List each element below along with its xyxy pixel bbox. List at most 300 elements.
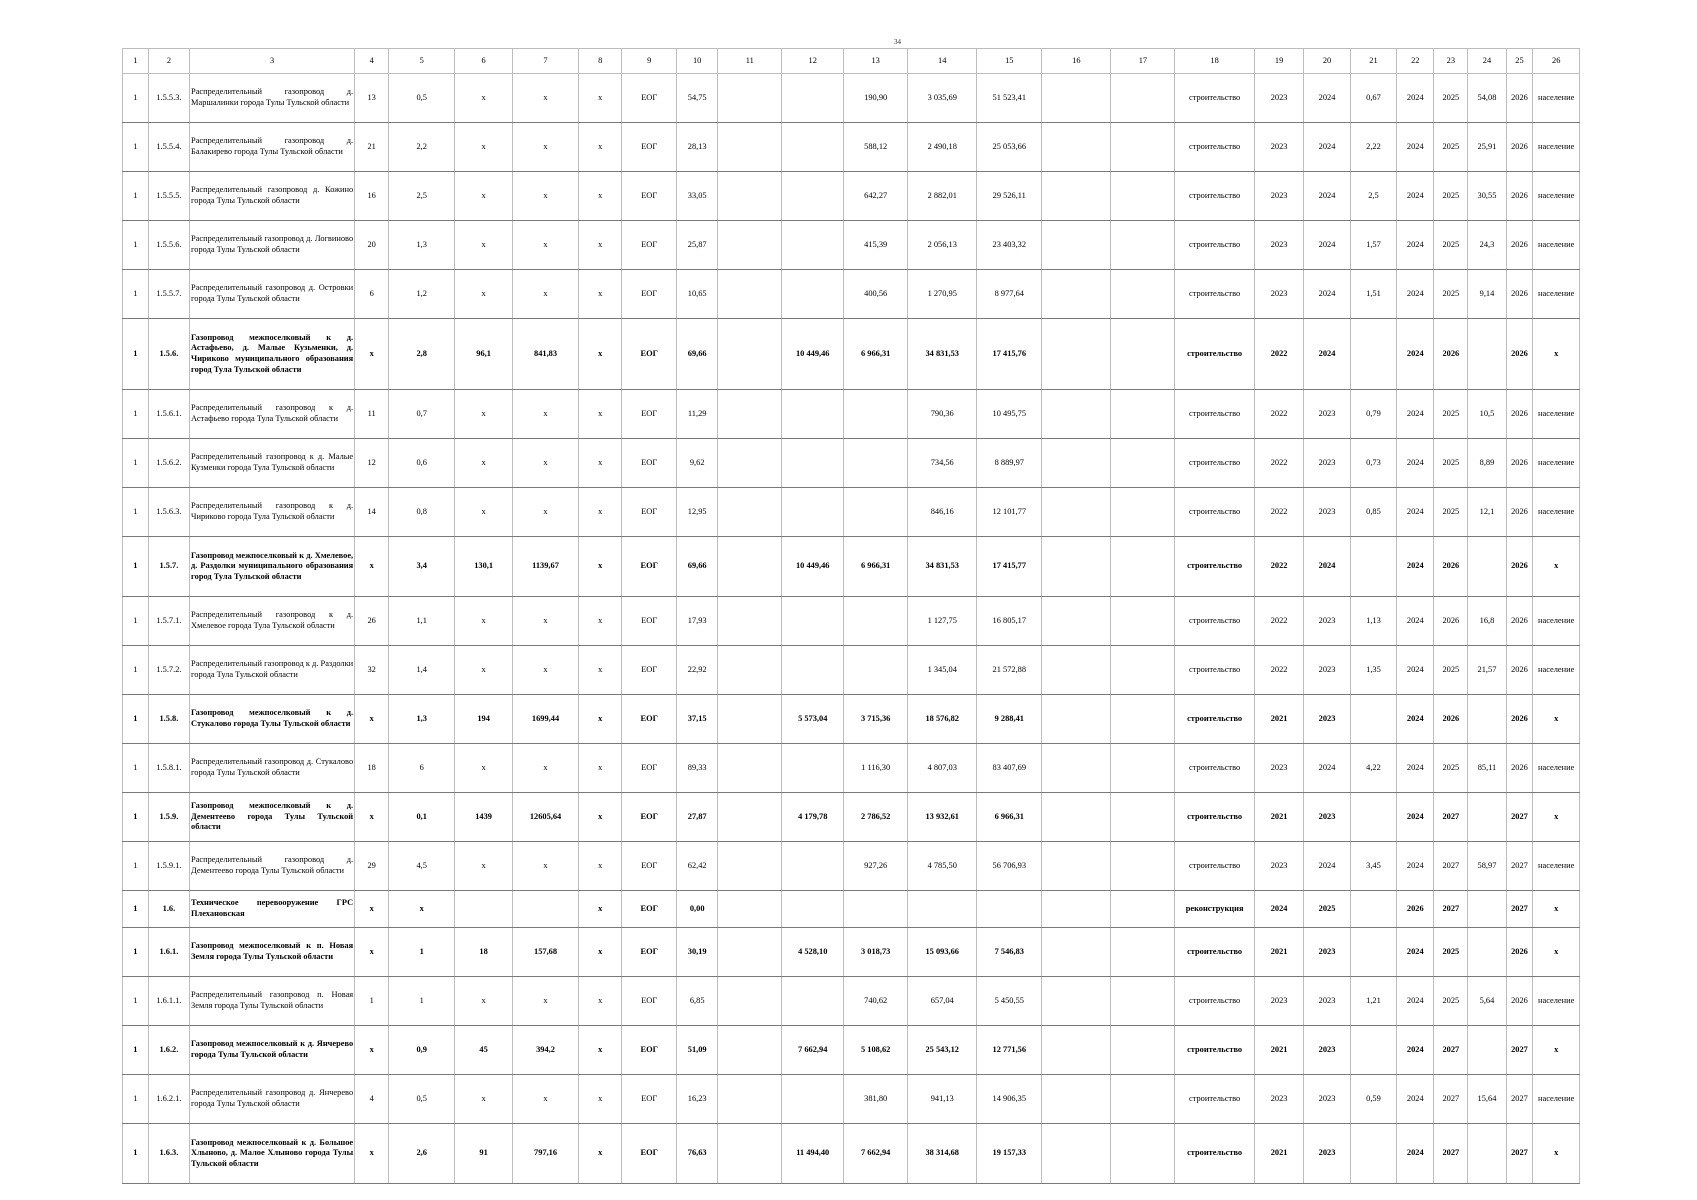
table-cell: 1.5.6. bbox=[148, 319, 189, 390]
table-cell bbox=[1350, 793, 1396, 842]
table-cell: 21 572,88 bbox=[977, 646, 1042, 695]
table-cell: строительство bbox=[1175, 1124, 1254, 1184]
table-cell bbox=[718, 390, 782, 439]
header-cell: 10 bbox=[677, 49, 718, 74]
table-cell: 0,6 bbox=[389, 439, 455, 488]
table-cell: 1 bbox=[123, 74, 149, 123]
table-cell: 11,29 bbox=[677, 390, 718, 439]
table-cell: 2026 bbox=[1506, 744, 1533, 793]
table-cell: 2023 bbox=[1304, 488, 1350, 537]
table-row bbox=[123, 123, 1580, 172]
table-cell bbox=[718, 537, 782, 597]
table-cell bbox=[1042, 488, 1111, 537]
table-cell: ЕОГ bbox=[622, 1124, 677, 1184]
table-cell: 1 bbox=[123, 390, 149, 439]
table-cell: 3 715,36 bbox=[844, 695, 908, 744]
header-cell: 12 bbox=[782, 49, 844, 74]
table-cell bbox=[844, 390, 908, 439]
table-cell: 2027 bbox=[1434, 842, 1468, 891]
table-cell: 3,4 bbox=[389, 537, 455, 597]
table-row bbox=[123, 172, 1580, 221]
table-cell: 1.5.8.1. bbox=[148, 744, 189, 793]
table-cell: 6,85 bbox=[677, 977, 718, 1026]
table-cell: строительство bbox=[1175, 793, 1254, 842]
table-cell: 1.5.9. bbox=[148, 793, 189, 842]
table-cell: население bbox=[1533, 842, 1580, 891]
table-cell: строительство bbox=[1175, 74, 1254, 123]
table-cell: 2024 bbox=[1397, 1026, 1434, 1075]
table-cell: 16 bbox=[355, 172, 389, 221]
table-cell: 2023 bbox=[1304, 597, 1350, 646]
table-cell: х bbox=[579, 270, 622, 319]
table-cell: 2026 bbox=[1506, 172, 1533, 221]
page-number: 34 bbox=[894, 38, 901, 46]
table-row bbox=[123, 1026, 1580, 1075]
header-cell: 6 bbox=[455, 49, 513, 74]
table-cell: 2022 bbox=[1254, 646, 1304, 695]
table-cell: 415,39 bbox=[844, 221, 908, 270]
table-cell bbox=[718, 123, 782, 172]
table-cell: х bbox=[455, 172, 513, 221]
table-cell: 2024 bbox=[1304, 537, 1350, 597]
header-cell: 1 bbox=[123, 49, 149, 74]
table-cell: х bbox=[579, 695, 622, 744]
table-cell bbox=[1042, 270, 1111, 319]
header-cell: 20 bbox=[1304, 49, 1350, 74]
table-cell: х bbox=[579, 74, 622, 123]
table-cell: 1 bbox=[123, 842, 149, 891]
table-cell: 1 bbox=[123, 439, 149, 488]
table-row bbox=[123, 319, 1580, 390]
table-cell bbox=[1350, 319, 1396, 390]
table-row bbox=[123, 270, 1580, 319]
table-cell: 1.5.5.4. bbox=[148, 123, 189, 172]
table-cell: 1,57 bbox=[1350, 221, 1396, 270]
table-cell: 38 314,68 bbox=[908, 1124, 977, 1184]
table-cell: 2021 bbox=[1254, 1026, 1304, 1075]
table-cell: население bbox=[1533, 221, 1580, 270]
table-cell: 15 093,66 bbox=[908, 928, 977, 977]
table-cell: 21 bbox=[355, 123, 389, 172]
table-cell: 69,66 bbox=[677, 319, 718, 390]
table-cell bbox=[782, 646, 844, 695]
table-cell bbox=[844, 488, 908, 537]
table-cell: х bbox=[355, 1124, 389, 1184]
table-cell: 190,90 bbox=[844, 74, 908, 123]
table-cell: 0,67 bbox=[1350, 74, 1396, 123]
table-cell: 12 bbox=[355, 439, 389, 488]
table-cell bbox=[1350, 1124, 1396, 1184]
table-cell: 10 449,46 bbox=[782, 319, 844, 390]
table-cell: строительство bbox=[1175, 488, 1254, 537]
table-cell: ЕОГ bbox=[622, 646, 677, 695]
table-cell: 2023 bbox=[1254, 123, 1304, 172]
table-cell: 1,4 bbox=[389, 646, 455, 695]
table-cell: х bbox=[1533, 319, 1580, 390]
table-cell bbox=[1042, 597, 1111, 646]
table-cell: население bbox=[1533, 172, 1580, 221]
table-cell: 0,79 bbox=[1350, 390, 1396, 439]
table-cell: 2021 bbox=[1254, 793, 1304, 842]
table-cell: х bbox=[455, 842, 513, 891]
table-cell: строительство bbox=[1175, 646, 1254, 695]
table-cell: х bbox=[579, 123, 622, 172]
table-cell: 2,5 bbox=[1350, 172, 1396, 221]
table-cell bbox=[718, 744, 782, 793]
table-cell bbox=[1468, 928, 1506, 977]
table-cell bbox=[1042, 744, 1111, 793]
table-cell: х bbox=[355, 1026, 389, 1075]
table-cell: 13 bbox=[355, 74, 389, 123]
table-cell: 2023 bbox=[1254, 221, 1304, 270]
table-cell: х bbox=[355, 891, 389, 928]
table-cell: х bbox=[455, 123, 513, 172]
table-cell: 657,04 bbox=[908, 977, 977, 1026]
table-cell: 91 bbox=[455, 1124, 513, 1184]
table-cell: 3 035,69 bbox=[908, 74, 977, 123]
table-cell: 2023 bbox=[1304, 793, 1350, 842]
table-cell: 25 053,66 bbox=[977, 123, 1042, 172]
table-cell: 1,1 bbox=[389, 597, 455, 646]
table-cell: 2024 bbox=[1397, 1124, 1434, 1184]
table-cell bbox=[718, 646, 782, 695]
table-cell: х bbox=[355, 695, 389, 744]
table-cell: 2026 bbox=[1506, 319, 1533, 390]
table-cell: 2024 bbox=[1397, 744, 1434, 793]
table-cell: 3,45 bbox=[1350, 842, 1396, 891]
table-cell bbox=[1042, 891, 1111, 928]
table-cell: х bbox=[579, 928, 622, 977]
table-cell bbox=[1042, 221, 1111, 270]
header-cell: 15 bbox=[977, 49, 1042, 74]
table-cell: 51 523,41 bbox=[977, 74, 1042, 123]
table-cell: 25,87 bbox=[677, 221, 718, 270]
table-cell: 2027 bbox=[1506, 842, 1533, 891]
table-cell: 2,8 bbox=[389, 319, 455, 390]
table-cell bbox=[1111, 488, 1175, 537]
table-cell: 22,92 bbox=[677, 646, 718, 695]
table-cell bbox=[718, 977, 782, 1026]
table-row bbox=[123, 537, 1580, 597]
table-row bbox=[123, 221, 1580, 270]
table-cell: 2025 bbox=[1434, 221, 1468, 270]
table-cell: 2024 bbox=[1397, 221, 1434, 270]
table-row bbox=[123, 1075, 1580, 1124]
table-cell: 14 bbox=[355, 488, 389, 537]
table-cell: 2023 bbox=[1304, 1026, 1350, 1075]
table-cell: 1 bbox=[355, 977, 389, 1026]
table-cell bbox=[1042, 928, 1111, 977]
table-cell: 2021 bbox=[1254, 695, 1304, 744]
table-row bbox=[123, 977, 1580, 1026]
table-cell: строительство bbox=[1175, 390, 1254, 439]
table-cell: 2026 bbox=[1506, 123, 1533, 172]
table-cell: ЕОГ bbox=[622, 842, 677, 891]
table-cell: 1.5.6.1. bbox=[148, 390, 189, 439]
table-cell: 1699,44 bbox=[513, 695, 579, 744]
table-cell: 2026 bbox=[1506, 695, 1533, 744]
table-cell: 2024 bbox=[1304, 319, 1350, 390]
table-cell: ЕОГ bbox=[622, 488, 677, 537]
table-cell: 1 bbox=[123, 1124, 149, 1184]
table-cell: ЕОГ bbox=[622, 928, 677, 977]
table-cell: х bbox=[1533, 891, 1580, 928]
table-cell: 51,09 bbox=[677, 1026, 718, 1075]
table-cell: 2023 bbox=[1304, 439, 1350, 488]
table-cell bbox=[908, 891, 977, 928]
table-cell: 1.5.5.3. bbox=[148, 74, 189, 123]
table-cell: х bbox=[579, 891, 622, 928]
table-cell: 2023 bbox=[1304, 695, 1350, 744]
table-cell: 12 101,77 bbox=[977, 488, 1042, 537]
table-cell bbox=[718, 928, 782, 977]
table-cell: 2022 bbox=[1254, 319, 1304, 390]
table-cell: 0,73 bbox=[1350, 439, 1396, 488]
table-cell: население bbox=[1533, 597, 1580, 646]
table-cell: 2024 bbox=[1397, 74, 1434, 123]
table-cell: х bbox=[513, 488, 579, 537]
table-cell: 34 831,53 bbox=[908, 319, 977, 390]
table-cell: 1 116,30 bbox=[844, 744, 908, 793]
table-cell: 1 bbox=[123, 172, 149, 221]
table-cell: х bbox=[579, 744, 622, 793]
table-cell: 1 bbox=[123, 928, 149, 977]
table-cell: 2024 bbox=[1397, 270, 1434, 319]
table-cell: 0,9 bbox=[389, 1026, 455, 1075]
table-cell: х bbox=[513, 390, 579, 439]
table-cell: 2025 bbox=[1434, 390, 1468, 439]
table-cell: 29 526,11 bbox=[977, 172, 1042, 221]
table-cell: 5,64 bbox=[1468, 977, 1506, 1026]
table-cell: х bbox=[579, 172, 622, 221]
table-cell bbox=[718, 319, 782, 390]
table-cell: 2025 bbox=[1434, 488, 1468, 537]
table-cell: х bbox=[513, 842, 579, 891]
table-row bbox=[123, 842, 1580, 891]
table-cell: 2026 bbox=[1506, 977, 1533, 1026]
table-cell bbox=[455, 891, 513, 928]
table-cell: 0,59 bbox=[1350, 1075, 1396, 1124]
table-cell: х bbox=[1533, 695, 1580, 744]
table-cell: 2024 bbox=[1304, 221, 1350, 270]
object-name-cell: Распределительный газопровод к д. Раздолки города Тула Тульской области bbox=[190, 646, 355, 695]
header-cell: 24 bbox=[1468, 49, 1506, 74]
table-cell bbox=[1042, 74, 1111, 123]
object-name-cell: Распределительный газопровод д. Кожино города Тулы Тульской области bbox=[190, 172, 355, 221]
table-cell: 1 bbox=[123, 221, 149, 270]
table-cell bbox=[782, 1075, 844, 1124]
table-cell: х bbox=[455, 646, 513, 695]
table-cell bbox=[782, 172, 844, 221]
table-cell: 797,16 bbox=[513, 1124, 579, 1184]
table-cell: 2024 bbox=[1304, 74, 1350, 123]
table-cell bbox=[1111, 1124, 1175, 1184]
table-cell: 16,23 bbox=[677, 1075, 718, 1124]
table-cell: 2025 bbox=[1434, 74, 1468, 123]
header-cell: 17 bbox=[1111, 49, 1175, 74]
table-cell: ЕОГ bbox=[622, 537, 677, 597]
object-name-cell: Газопровод межпоселковый к д. Дементеево города Тулы Тульской области bbox=[190, 793, 355, 842]
table-cell bbox=[1042, 1124, 1111, 1184]
object-name-cell: Распределительный газопровод к д. Чириково города Тула Тульской области bbox=[190, 488, 355, 537]
table-cell: 2024 bbox=[1397, 537, 1434, 597]
table-cell: 2023 bbox=[1304, 977, 1350, 1026]
table-cell: 8 889,97 bbox=[977, 439, 1042, 488]
object-name-cell: Распределительный газопровод к д. Хмелевое города Тула Тульской области bbox=[190, 597, 355, 646]
table-cell: 2026 bbox=[1506, 439, 1533, 488]
table-cell: 2024 bbox=[1397, 172, 1434, 221]
table-cell: х bbox=[355, 537, 389, 597]
table-cell bbox=[1042, 793, 1111, 842]
table-cell: 85,11 bbox=[1468, 744, 1506, 793]
table-cell: 1 bbox=[123, 488, 149, 537]
table-cell: ЕОГ bbox=[622, 793, 677, 842]
table-cell: строительство bbox=[1175, 319, 1254, 390]
table-cell: 846,16 bbox=[908, 488, 977, 537]
table-cell: 394,2 bbox=[513, 1026, 579, 1075]
table-cell: ЕОГ bbox=[622, 695, 677, 744]
table-cell: 0,5 bbox=[389, 74, 455, 123]
header-cell: 3 bbox=[190, 49, 355, 74]
table-cell: 30,19 bbox=[677, 928, 718, 977]
table-cell bbox=[782, 439, 844, 488]
table-cell: х bbox=[455, 221, 513, 270]
table-cell: 2026 bbox=[1506, 390, 1533, 439]
table-cell: 2 490,18 bbox=[908, 123, 977, 172]
table-cell: 588,12 bbox=[844, 123, 908, 172]
table-cell: 0,5 bbox=[389, 1075, 455, 1124]
table-cell: 2027 bbox=[1506, 1026, 1533, 1075]
table-cell: 2024 bbox=[1254, 891, 1304, 928]
table-cell: 0,00 bbox=[677, 891, 718, 928]
table-cell bbox=[1111, 695, 1175, 744]
object-name-cell: Газопровод межпоселковый к д. Хмелевое, д. Раздолки муниципального образования город Тула Тульской области bbox=[190, 537, 355, 597]
table-cell bbox=[1042, 319, 1111, 390]
header-cell: 11 bbox=[718, 49, 782, 74]
table-cell: 19 157,33 bbox=[977, 1124, 1042, 1184]
table-cell: 9,14 bbox=[1468, 270, 1506, 319]
table-cell: 734,56 bbox=[908, 439, 977, 488]
table-cell bbox=[718, 1124, 782, 1184]
table-cell: 2025 bbox=[1304, 891, 1350, 928]
table-cell bbox=[718, 842, 782, 891]
table-cell: 2 882,01 bbox=[908, 172, 977, 221]
table-cell: 20 bbox=[355, 221, 389, 270]
table-cell: строительство bbox=[1175, 221, 1254, 270]
table-cell bbox=[1111, 172, 1175, 221]
table-cell: население bbox=[1533, 270, 1580, 319]
table-cell: ЕОГ bbox=[622, 977, 677, 1026]
table-row bbox=[123, 695, 1580, 744]
table-cell: строительство bbox=[1175, 270, 1254, 319]
table-cell bbox=[718, 172, 782, 221]
table-cell: 381,80 bbox=[844, 1075, 908, 1124]
table-cell: 5 450,55 bbox=[977, 977, 1042, 1026]
table-cell: 1.5.7.2. bbox=[148, 646, 189, 695]
object-name-cell: Газопровод межпоселковый к д. Большое Хлыново, д. Малое Хлыново города Тулы Тульской области bbox=[190, 1124, 355, 1184]
table-cell: 2026 bbox=[1506, 646, 1533, 695]
table-cell bbox=[1042, 439, 1111, 488]
table-cell: 11 494,40 bbox=[782, 1124, 844, 1184]
table-cell: х bbox=[513, 123, 579, 172]
table-cell: 1 bbox=[123, 695, 149, 744]
table-cell: 2,22 bbox=[1350, 123, 1396, 172]
table-cell: 1.6.2. bbox=[148, 1026, 189, 1075]
table-cell bbox=[1350, 695, 1396, 744]
table-cell: 1 270,95 bbox=[908, 270, 977, 319]
table-cell bbox=[1111, 1026, 1175, 1075]
header-cell: 23 bbox=[1434, 49, 1468, 74]
table-cell bbox=[718, 695, 782, 744]
table-cell: 2023 bbox=[1254, 172, 1304, 221]
table-cell bbox=[1111, 123, 1175, 172]
header-cell: 16 bbox=[1042, 49, 1111, 74]
table-cell: ЕОГ bbox=[622, 270, 677, 319]
table-cell: 17 415,77 bbox=[977, 537, 1042, 597]
table-cell bbox=[782, 390, 844, 439]
table-cell: 0,7 bbox=[389, 390, 455, 439]
object-name-cell: Распределительный газопровод д. Дементеево города Тулы Тульской области bbox=[190, 842, 355, 891]
table-cell: население bbox=[1533, 74, 1580, 123]
table-cell: 83 407,69 bbox=[977, 744, 1042, 793]
table-cell: 26 bbox=[355, 597, 389, 646]
table-cell bbox=[1111, 597, 1175, 646]
table-cell: 2027 bbox=[1434, 1075, 1468, 1124]
table-cell: строительство bbox=[1175, 439, 1254, 488]
table-cell: 1 bbox=[389, 977, 455, 1026]
table-cell bbox=[1111, 646, 1175, 695]
table-cell bbox=[1042, 842, 1111, 891]
table-cell: 6 966,31 bbox=[844, 319, 908, 390]
table-cell: 2,5 bbox=[389, 172, 455, 221]
table-cell: строительство bbox=[1175, 123, 1254, 172]
table-row bbox=[123, 744, 1580, 793]
table-row bbox=[123, 439, 1580, 488]
table-cell: 2023 bbox=[1254, 270, 1304, 319]
table-cell: 2026 bbox=[1506, 221, 1533, 270]
table-cell: 4,5 bbox=[389, 842, 455, 891]
table-cell: 4 785,50 bbox=[908, 842, 977, 891]
table-cell: ЕОГ bbox=[622, 172, 677, 221]
table-cell: 96,1 bbox=[455, 319, 513, 390]
table-cell: 5 573,04 bbox=[782, 695, 844, 744]
table-cell: население bbox=[1533, 123, 1580, 172]
table-cell: реконструкция bbox=[1175, 891, 1254, 928]
table-cell: 18 bbox=[455, 928, 513, 977]
table-cell: 1,2 bbox=[389, 270, 455, 319]
table-cell: 2027 bbox=[1506, 891, 1533, 928]
table-cell: 1,3 bbox=[389, 221, 455, 270]
table-cell: х bbox=[455, 439, 513, 488]
table-cell: ЕОГ bbox=[622, 319, 677, 390]
header-cell: 7 bbox=[513, 49, 579, 74]
table-cell: 1 bbox=[123, 744, 149, 793]
table-cell: 1 bbox=[123, 891, 149, 928]
table-cell: х bbox=[455, 1075, 513, 1124]
table-cell: х bbox=[513, 172, 579, 221]
table-cell bbox=[782, 221, 844, 270]
table-cell: 941,13 bbox=[908, 1075, 977, 1124]
table-cell bbox=[1042, 172, 1111, 221]
table-cell: 1.6.1. bbox=[148, 928, 189, 977]
table-cell: 1.5.7. bbox=[148, 537, 189, 597]
table-cell bbox=[718, 793, 782, 842]
table-row bbox=[123, 1124, 1580, 1184]
object-name-cell: Газопровод межпоселковый к д. Астафьево, д. Малые Кузьменки, д. Чириково муниципального образования город Тула Тульской области bbox=[190, 319, 355, 390]
object-name-cell: Распределительный газопровод д. Островки города Тулы Тульской области bbox=[190, 270, 355, 319]
table-cell: 1.6.1.1. bbox=[148, 977, 189, 1026]
table-cell bbox=[1111, 74, 1175, 123]
